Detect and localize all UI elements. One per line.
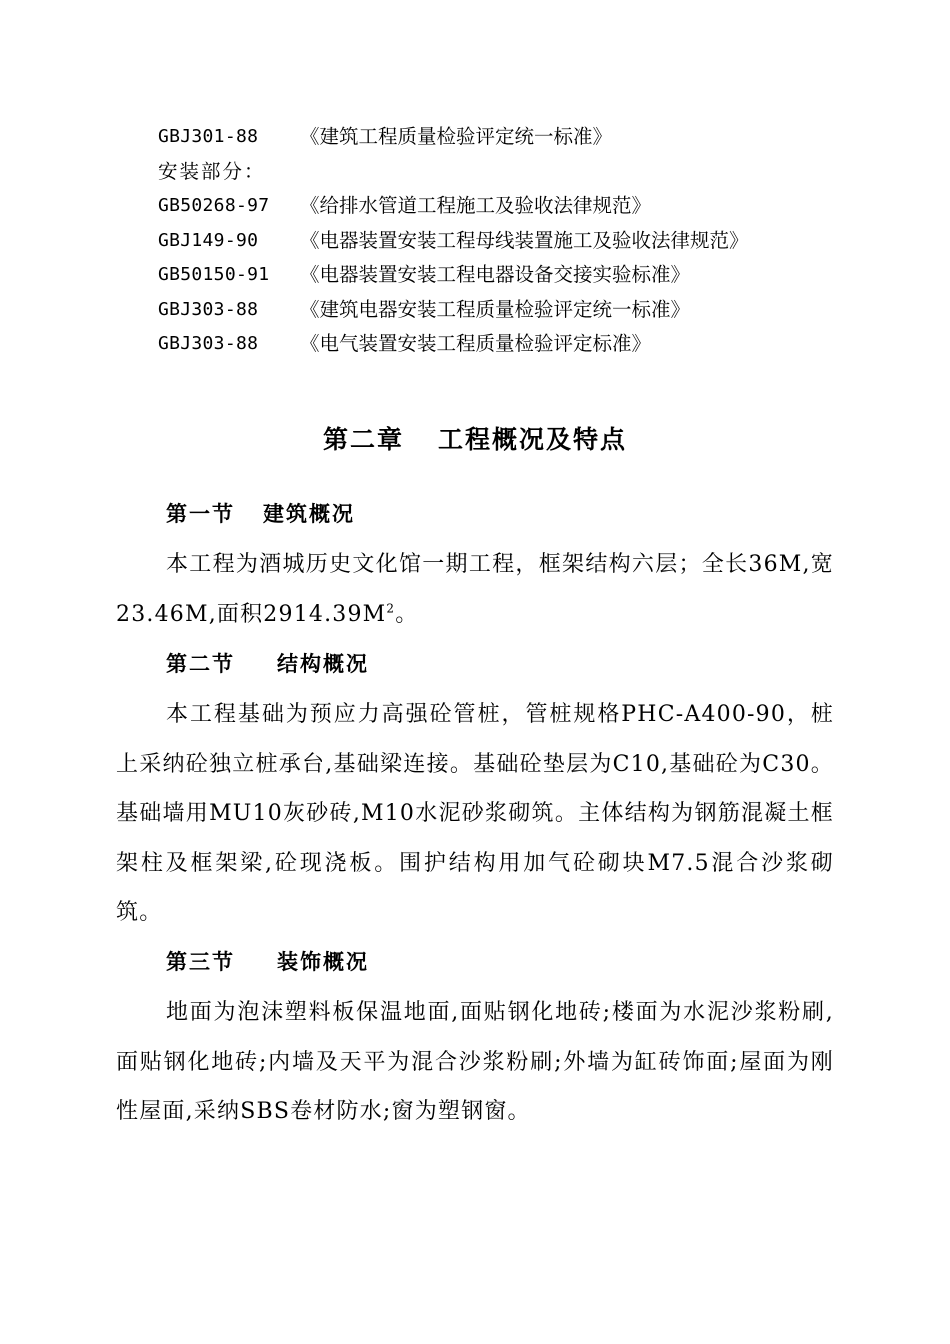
section-number: 第一节 <box>166 501 235 526</box>
section-heading <box>166 494 355 534</box>
section-heading <box>166 644 369 684</box>
superscript: 2 <box>386 601 396 616</box>
section-heading <box>166 942 369 982</box>
section-number: 第三节 <box>166 949 235 974</box>
section-body-text: 本工程为酒城历史文化馆一期工程，框架结构六层；全长36M,宽23.46M,面积2914.39M <box>116 552 834 627</box>
standard-row <box>158 258 878 293</box>
section-body-text-end: 。 <box>395 601 419 627</box>
standard-code: GBJ301-88 <box>158 126 259 147</box>
chapter-title: 工程概况及特点 <box>438 425 628 454</box>
standard-title: 《电器装置安装工程电器设备交接实验标准》 <box>300 263 691 286</box>
standard-title: 《电气装置安装工程质量检验评定标准》 <box>300 332 652 355</box>
section-title: 建筑概况 <box>263 501 355 526</box>
standard-group-heading: 安装部分： <box>158 159 266 183</box>
section-body: 地面为泡沫塑料板保温地面,面贴钢化地砖;楼面为水泥沙浆粉刷,面贴钢化地砖;内墙及天平为混合沙浆粉刷;外墙为缸砖饰面;屋面为刚性屋面,采纳SBS卷材防水;窗为塑钢窗。 <box>116 1000 834 1124</box>
section-body <box>116 540 834 639</box>
standard-title: 《电器装置安装工程母线装置施工及验收法律规范》 <box>300 228 749 252</box>
section-number: 第二节 <box>166 651 235 676</box>
section-title: 装饰概况 <box>277 949 369 974</box>
standard-row <box>158 293 878 328</box>
standard-row <box>158 224 878 259</box>
standard-row <box>158 327 878 362</box>
standard-group-heading-row <box>158 155 878 190</box>
chapter-number: 第二章 <box>322 425 404 454</box>
standard-title: 《给排水管道工程施工及验收法律规范》 <box>300 194 652 217</box>
standard-title: 《建筑电器安装工程质量检验评定统一标准》 <box>300 297 691 321</box>
standard-code: GBJ149-90 <box>158 229 259 251</box>
standard-code: GB50268-97 <box>158 195 270 216</box>
section-title: 结构概况 <box>277 651 369 676</box>
standards-list <box>158 120 878 362</box>
standard-row <box>158 120 878 155</box>
standard-code: GB50150-91 <box>158 264 270 285</box>
chapter-heading <box>0 418 950 462</box>
section-body: 本工程基础为预应力高强砼管桩，管桩规格PHC-A400-90，桩上采纳砼独立桩承台,基础梁连接。基础砼垫层为C10,基础砼为C30。基础墙用MU10灰砂砖,M10水泥砂浆砌筑。主体结构为钢筋混凝土框架柱及框架梁,砼现浇板。围护结构用加气砼砌块M7.5混合沙浆砌筑。 <box>116 702 834 925</box>
standard-code: GBJ303-88 <box>158 333 259 354</box>
standard-row <box>158 189 878 224</box>
standard-code: GBJ303-88 <box>158 298 259 320</box>
standard-title: 《建筑工程质量检验评定统一标准》 <box>300 125 613 148</box>
